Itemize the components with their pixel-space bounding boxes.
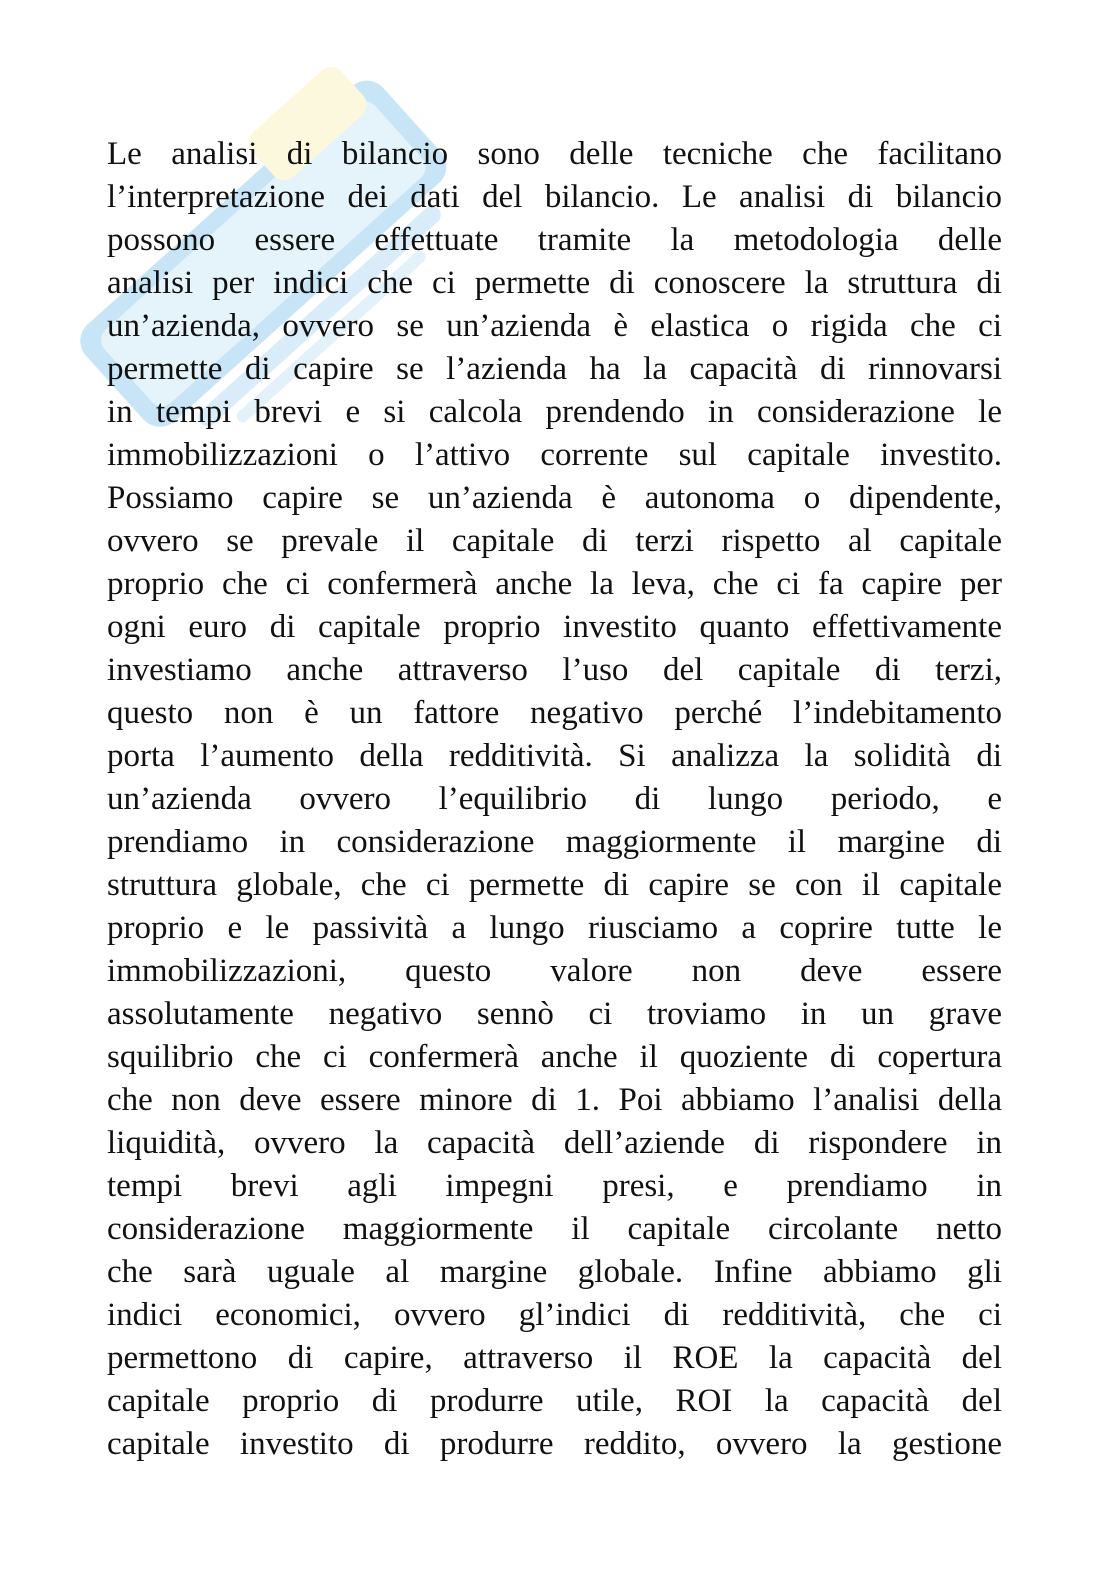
text-line: Le analisi di bilancio sono delle tecniche che facilitano bbox=[107, 136, 1002, 172]
text-line: un’azienda ovvero l’equilibrio di lungo periodo, e bbox=[107, 781, 1002, 817]
text-line: assolutamente negativo sennò ci troviamo in un grave bbox=[107, 996, 1002, 1032]
text-line: prendiamo in considerazione maggiormente il margine di bbox=[107, 824, 1002, 860]
text-line: tempi brevi agli impegni presi, e prendiamo in bbox=[107, 1168, 1002, 1204]
text-line: immobilizzazioni o l’attivo corrente sul capitale investito. bbox=[107, 437, 1002, 473]
text-line: questo non è un fattore negativo perché l’indebitamento bbox=[107, 695, 1002, 731]
text-line: analisi per indici che ci permette di conoscere la struttura di bbox=[107, 265, 1002, 301]
text-line: porta l’aumento della redditività. Si analizza la solidità di bbox=[107, 738, 1002, 774]
text-line: liquidità, ovvero la capacità dell’aziende di rispondere in bbox=[107, 1125, 1002, 1161]
text-line: considerazione maggiormente il capitale circolante netto bbox=[107, 1211, 1002, 1247]
text-line: ogni euro di capitale proprio investito quanto effettivamente bbox=[107, 609, 1002, 645]
text-line: capitale investito di produrre reddito, ovvero la gestione bbox=[107, 1426, 1002, 1462]
body-paragraph bbox=[107, 133, 1002, 1466]
text-line: immobilizzazioni, questo valore non deve essere bbox=[107, 953, 1002, 989]
text-line: che non deve essere minore di 1. Poi abbiamo l’analisi della bbox=[107, 1082, 1002, 1118]
text-line: struttura globale, che ci permette di capire se con il capitale bbox=[107, 867, 1002, 903]
text-line: ovvero se prevale il capitale di terzi rispetto al capitale bbox=[107, 523, 1002, 559]
text-line: proprio e le passività a lungo riusciamo a coprire tutte le bbox=[107, 910, 1002, 946]
text-line: l’interpretazione dei dati del bilancio. Le analisi di bilancio bbox=[107, 179, 1002, 215]
text-line: in tempi brevi e si calcola prendendo in considerazione le bbox=[107, 394, 1002, 430]
text-line: permette di capire se l’azienda ha la capacità di rinnovarsi bbox=[107, 351, 1002, 387]
text-line: squilibrio che ci confermerà anche il quoziente di copertura bbox=[107, 1039, 1002, 1075]
text-line: un’azienda, ovvero se un’azienda è elastica o rigida che ci bbox=[107, 308, 1002, 344]
text-line: investiamo anche attraverso l’uso del capitale di terzi, bbox=[107, 652, 1002, 688]
text-line: Possiamo capire se un’azienda è autonoma o dipendente, bbox=[107, 480, 1002, 516]
text-line: che sarà uguale al margine globale. Infine abbiamo gli bbox=[107, 1254, 1002, 1290]
text-line: possono essere effettuate tramite la metodologia delle bbox=[107, 222, 1002, 258]
text-line: indici economici, ovvero gl’indici di redditività, che ci bbox=[107, 1297, 1002, 1333]
text-line: proprio che ci confermerà anche la leva, che ci fa capire per bbox=[107, 566, 1002, 602]
text-line: permettono di capire, attraverso il ROE la capacità del bbox=[107, 1340, 1002, 1376]
text-line: capitale proprio di produrre utile, ROI la capacità del bbox=[107, 1383, 1002, 1419]
